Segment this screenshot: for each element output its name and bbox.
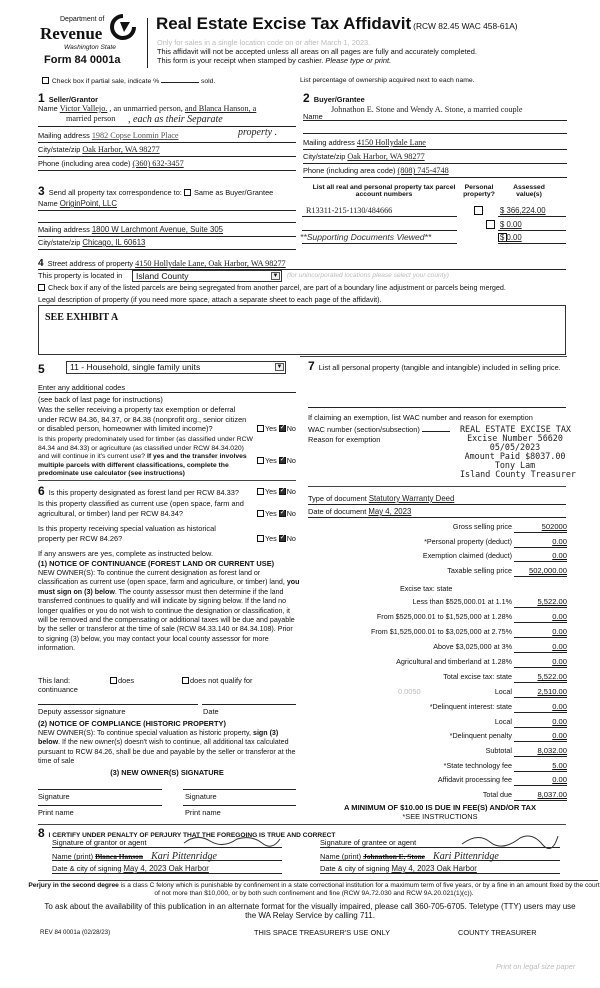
yes-label: Yes bbox=[265, 487, 277, 496]
amount-value: 0.00 bbox=[552, 775, 567, 784]
seller-handwritten-note: , each as their Separate bbox=[128, 114, 223, 125]
amount-value: 0.00 bbox=[552, 537, 567, 546]
total-state-row[interactable] bbox=[300, 672, 600, 685]
partial-sale-percent-input[interactable] bbox=[161, 82, 199, 83]
no-label: No bbox=[286, 534, 296, 543]
amount-label: *State technology fee bbox=[443, 761, 512, 770]
amount-line bbox=[514, 785, 567, 786]
signature-label-2: Signature bbox=[185, 792, 217, 801]
print-name-label-2: Print name bbox=[185, 808, 221, 817]
amount-value: 0.00 bbox=[552, 657, 567, 666]
print-note: Print on legal size paper bbox=[496, 962, 576, 971]
amount-label: Subtotal bbox=[485, 746, 512, 755]
grantor-date-value: May 4, 2023 Oak Harbor bbox=[123, 864, 209, 873]
correspondence-name-label: Name bbox=[38, 199, 58, 208]
seller-phone-field[interactable] bbox=[38, 159, 296, 171]
historical-question: Is this property receiving special valuation as historical property per RCW 84.26? bbox=[38, 524, 216, 543]
agency-logo bbox=[40, 14, 145, 69]
county-hint: (for unincorporated locations please select your county) bbox=[287, 272, 450, 279]
notice-compliance-bold: sign (3) below bbox=[38, 729, 279, 747]
grantee-name-field[interactable] bbox=[320, 851, 560, 861]
parcel-row-3-number[interactable] bbox=[302, 233, 457, 244]
parcel-value-text: $ 0.00 bbox=[500, 233, 522, 242]
tier3-row[interactable] bbox=[300, 627, 600, 640]
section-5-divider bbox=[38, 480, 296, 481]
amount-value: 8,037.00 bbox=[537, 790, 567, 799]
land-use-code-value: 11 - Household, single family units bbox=[70, 362, 201, 372]
seller-mailing-label: Mailing address bbox=[38, 131, 90, 140]
amount-label: Taxable selling price bbox=[447, 566, 512, 575]
buyer-phone-label: Phone (including area code) bbox=[303, 166, 396, 175]
new-owner-print-name-2[interactable] bbox=[183, 798, 296, 806]
amount-label: *Delinquent penalty bbox=[449, 731, 512, 740]
amount-label: Local bbox=[494, 687, 512, 696]
parcel-row-2-value[interactable] bbox=[498, 220, 566, 231]
seller-handwritten-note-2: property . bbox=[238, 127, 278, 138]
tech-fee-row[interactable] bbox=[300, 761, 600, 774]
notice-continuance-text-a: NEW OWNER(S): To continue the current designation as forest land or classification as current use (open space, farm and agriculture, or timber) land, bbox=[38, 569, 285, 587]
seller-name-mid: , an unmarried person, bbox=[109, 104, 183, 113]
parcel-row-2-number[interactable] bbox=[302, 220, 457, 231]
notice-compliance-title: (2) NOTICE OF COMPLIANCE (HISTORIC PROPERTY) bbox=[38, 719, 226, 728]
parcel-row-1-value[interactable] bbox=[498, 206, 566, 217]
amount-value: 2,510.00 bbox=[537, 687, 567, 696]
amount-label: Above $3,025,000 at 3% bbox=[433, 642, 512, 651]
parcel-value-text: $ 366,224.00 bbox=[500, 206, 546, 215]
correspondence-name-line2[interactable] bbox=[38, 213, 296, 223]
grantor-handwritten-name: Kari Pittenridge bbox=[151, 851, 217, 862]
doc-date-value: May 4, 2023 bbox=[368, 507, 412, 516]
grantee-date-label: Date & city of signing bbox=[320, 864, 390, 873]
personal-property-heading: List all personal property (tangible and intangible) included in selling price. bbox=[318, 363, 561, 372]
buyer-phone-value: (808) 745-4748 bbox=[397, 166, 449, 175]
amount-line bbox=[514, 712, 567, 713]
agency-line2: Revenue bbox=[40, 24, 103, 43]
excise-state-label: Excise tax: state bbox=[400, 584, 453, 593]
exemption-claim-label: If claiming an exemption, list WAC number and reason for exemption bbox=[308, 413, 533, 422]
perjury-bold: Perjury in the second degree bbox=[28, 882, 119, 889]
forest-yes-checkbox[interactable] bbox=[257, 488, 264, 495]
yes-label: Yes bbox=[265, 456, 277, 465]
no-label: No bbox=[286, 456, 296, 465]
seller-city-label: City/state/zip bbox=[38, 145, 81, 154]
amount-label: From $1,525,000.01 to $3,025,000 at 2.75% bbox=[370, 627, 512, 636]
form-title: Real Estate Excise Tax Affidavit bbox=[156, 14, 412, 33]
buyer-name-label: Name bbox=[303, 112, 323, 121]
does-label: does bbox=[118, 676, 135, 685]
timber-question-bold: If yes and the transfer involves multiple parcels with different classifications, complete the predominate use calculator (see instructions) bbox=[38, 453, 247, 478]
correspondence-name-value: OriginPoint, LLC bbox=[59, 199, 117, 208]
section-1-number: 1 bbox=[38, 91, 45, 105]
segregated-label: Check box if any of the listed parcels are being segregated from another parcel, are part of a boundary line adjustment or parcels being merged. bbox=[48, 283, 506, 292]
affidavit-fee-row[interactable] bbox=[300, 775, 600, 788]
amount-line bbox=[514, 741, 567, 742]
correspondence-name-field[interactable] bbox=[38, 199, 296, 211]
subtotal-row[interactable] bbox=[300, 746, 600, 759]
grantee-date-field[interactable] bbox=[320, 864, 560, 874]
see-instructions: *SEE INSTRUCTIONS bbox=[402, 812, 478, 821]
amount-label: *Delinquent interest: state bbox=[429, 702, 512, 711]
grantor-signature-label: Signature of grantor or agent bbox=[52, 838, 147, 847]
section-6-number: 6 bbox=[38, 484, 45, 498]
amount-line bbox=[514, 682, 567, 683]
buyer-name-value: Johnathon E. Stone and Wendy A. Stone, a married couple bbox=[331, 105, 523, 114]
parcels-col1-header: List all real and personal property tax parcel account numbers bbox=[312, 184, 456, 198]
buyer-city-value: Oak Harbor, WA 98277 bbox=[347, 152, 425, 161]
stamp-line: Excise Number 56620 bbox=[467, 433, 563, 443]
parcel-row-2-personal-checkbox[interactable] bbox=[486, 220, 495, 229]
alt-format-notice: To ask about the availability of this publication in an alternate format for the visually impaired, please call 360-705-6705. Teletype (TTY) users may use the WA Relay Service by calling 711. bbox=[44, 902, 576, 920]
forest-no-checkbox[interactable] bbox=[279, 488, 286, 495]
amount-line bbox=[514, 667, 567, 668]
seller-heading: Seller/Grantor bbox=[48, 95, 99, 104]
chevron-down-icon[interactable]: ▼ bbox=[272, 273, 279, 279]
local-tax-row[interactable] bbox=[300, 687, 600, 700]
deputy-assessor-date-field[interactable] bbox=[202, 697, 296, 705]
correspondence-city-label: City/state/zip bbox=[38, 238, 81, 247]
grantor-date-field[interactable] bbox=[52, 864, 282, 874]
parcel-value-text: $ 0.00 bbox=[500, 220, 522, 229]
treasurer-use-only: THIS SPACE TREASURER'S USE ONLY bbox=[254, 928, 391, 937]
no-label: No bbox=[286, 424, 296, 433]
perjury-text: is a class C felony which is punishable by confinement in a state correctional institution for a maximum term of five years, or by a fine in an amount fixed by the court of not more than $10,000, or by both such confinement and fine (RCW 9A.72.030 and RCW 9A.20.021(1)(c)). bbox=[118, 882, 600, 897]
amount-value: 5.00 bbox=[552, 761, 567, 770]
doc-type-field[interactable] bbox=[308, 494, 566, 505]
land-does-checkbox[interactable] bbox=[110, 677, 117, 684]
amount-label: Affidavit processing fee bbox=[437, 775, 512, 784]
county-select-value: Island County bbox=[136, 271, 189, 281]
header-divider bbox=[147, 18, 148, 68]
agency-line1: Department of bbox=[60, 16, 105, 23]
agricultural-row[interactable] bbox=[300, 657, 600, 670]
grantee-signature-field[interactable] bbox=[320, 838, 560, 848]
legal-description-label: Legal description of property (if you need more space, attach a separate sheet to each page of the affidavit). bbox=[38, 295, 382, 304]
seller-name-value[interactable]: Victor Vallejo. bbox=[59, 104, 108, 113]
no-label: No bbox=[286, 509, 296, 518]
delinquent-penalty-row[interactable] bbox=[300, 731, 600, 744]
new-owner-signature-2[interactable] bbox=[183, 780, 296, 790]
section-7-number: 7 bbox=[308, 359, 315, 373]
amount-value: 5,522.00 bbox=[537, 597, 567, 606]
land-does-not-checkbox[interactable] bbox=[182, 677, 189, 684]
grantee-handwritten-name: Kari Pittenridge bbox=[433, 851, 499, 862]
grantor-name-value: Blanca Hanson bbox=[95, 852, 143, 861]
buyer-phone-field[interactable] bbox=[303, 166, 567, 178]
form-number: Form 84 0001a bbox=[44, 54, 121, 66]
legal-description-textarea[interactable] bbox=[38, 305, 566, 355]
correspondence-mailing-label: Mailing address bbox=[38, 225, 90, 234]
exemption-question: Was the seller receiving a property tax exemption or deferral under RCW 84.36, 84.37, or 84.38 (nonprofit org., senior citizen or disabled person, homeowner with limited income)? bbox=[38, 405, 247, 433]
doc-date-label: Date of document bbox=[308, 507, 367, 516]
additional-codes-field[interactable] bbox=[38, 383, 296, 393]
yes-label: Yes bbox=[265, 534, 277, 543]
delinquent-local-row[interactable] bbox=[300, 717, 600, 730]
tier4-row[interactable] bbox=[300, 642, 600, 655]
grantee-signature-scribble bbox=[460, 830, 560, 852]
parcels-col2-header: Personal property? bbox=[463, 184, 495, 198]
forest-land-question: Is this property designated as forest land per RCW 84.33? bbox=[48, 488, 239, 497]
amount-line bbox=[514, 561, 567, 562]
amount-value: 502,000.00 bbox=[528, 566, 567, 575]
exemption-no-checkbox[interactable] bbox=[279, 425, 286, 432]
amount-line bbox=[514, 532, 567, 533]
total-due-row[interactable] bbox=[300, 790, 600, 803]
yes-label: Yes bbox=[265, 509, 277, 518]
amount-label: Gross selling price bbox=[452, 522, 512, 531]
amount-value: 0.00 bbox=[552, 717, 567, 726]
stamp-line: Tony Lam bbox=[494, 460, 536, 470]
partial-sale-checkbox[interactable] bbox=[42, 77, 49, 84]
notice-compliance-text-a: NEW OWNER(S): To continue special valuation as historic property, bbox=[38, 729, 252, 737]
county-treasurer-label: COUNTY TREASURER bbox=[458, 928, 537, 937]
treasurer-stamp bbox=[460, 424, 576, 479]
legal-description-value: SEE EXHIBIT A bbox=[45, 312, 119, 323]
this-land-label: This land: bbox=[38, 676, 71, 685]
dor-logo-icon bbox=[110, 14, 136, 40]
date-label: Date bbox=[203, 707, 219, 716]
same-as-buyer-checkbox[interactable] bbox=[184, 189, 191, 196]
correspondence-heading: Send all property tax correspondence to: bbox=[48, 188, 182, 197]
correspondence-city-value: Chicago, IL 60613 bbox=[82, 238, 146, 247]
agency-line3: Washington State bbox=[64, 44, 116, 51]
amount-line bbox=[514, 800, 567, 801]
seller-phone-label: Phone (including area code) bbox=[38, 159, 131, 168]
section-4-number: 4 bbox=[38, 258, 44, 269]
segregated-checkbox[interactable] bbox=[38, 284, 45, 291]
section-8-number: 8 bbox=[38, 826, 45, 840]
buyer-name-field[interactable] bbox=[303, 105, 567, 121]
partial-sale-label: Check box if partial sale, indicate % bbox=[51, 78, 160, 85]
notice-gray: Only for sales in a single location code on or after March 1, 2023. bbox=[157, 38, 371, 47]
amount-label: Local bbox=[494, 717, 512, 726]
notice-2-italic: Please type or print. bbox=[325, 56, 392, 65]
parcel-number-text: R13311-215-1130/484666 bbox=[306, 206, 393, 215]
amount-label: Agricultural and timberland at 1.28% bbox=[396, 657, 512, 666]
certify-heading: I CERTIFY UNDER PENALTY OF PERJURY THAT THE FOREGOING IS TRUE AND CORRECT bbox=[48, 832, 336, 839]
tier1-row[interactable] bbox=[300, 597, 600, 610]
section-5-7-divider bbox=[300, 356, 567, 357]
amount-label: Total excise tax: state bbox=[443, 672, 512, 681]
new-owner-signature-title: (3) NEW OWNER(S) SIGNATURE bbox=[110, 768, 224, 777]
amount-value: 0.00 bbox=[552, 627, 567, 636]
amount-value: 8,032.00 bbox=[537, 746, 567, 755]
exemption-claimed-row[interactable] bbox=[300, 551, 600, 564]
continuance-label: continuance bbox=[38, 685, 78, 694]
seller-mailing-value: 1982 Copse Lonmin Place bbox=[91, 131, 179, 140]
timber-no-checkbox[interactable] bbox=[279, 457, 286, 464]
grantor-signature-field[interactable] bbox=[52, 838, 282, 848]
amount-line bbox=[514, 652, 567, 653]
current-use-yes-checkbox[interactable] bbox=[257, 510, 264, 517]
located-in-label: This property is located in bbox=[38, 271, 123, 280]
notice-continuance-bold: you must sign on (3) below bbox=[38, 578, 300, 596]
stamp-line: Island County Treasurer bbox=[460, 469, 576, 479]
seller-name-value2[interactable]: and Blanca Hanson, a bbox=[184, 104, 257, 113]
grantor-name-label: Name (print) bbox=[52, 852, 94, 861]
partial-sale-suffix: sold. bbox=[200, 78, 216, 85]
amount-label: Exemption claimed (deduct) bbox=[422, 551, 512, 560]
local-rate: 0.0050 bbox=[398, 687, 421, 696]
does-not-label: does not qualify for bbox=[190, 676, 253, 685]
deputy-assessor-label: Deputy assessor signature bbox=[38, 707, 126, 716]
historical-no-checkbox[interactable] bbox=[279, 535, 286, 542]
amount-value: 0.00 bbox=[552, 731, 567, 740]
notice-continuance-text-b: . The county assessor must then determine if the land transferred continues to qualify and will indicate by signing below. If the land no longer qualifies or you do not wish to continue the designation or classification, it will be removed and the compensating or additional taxes will be due and payable by the seller or transferor at the time of sale (RCW 84.33.140 or 84.34.108). Prior to signing (3) below, you may contact your local county assessor for more information. bbox=[38, 587, 295, 653]
buyer-mailing-label: Mailing address bbox=[303, 138, 355, 147]
correspondence-mailing-field[interactable] bbox=[38, 225, 296, 237]
parcel-row-1-number[interactable] bbox=[302, 206, 457, 217]
gross-selling-price-row[interactable] bbox=[300, 522, 600, 535]
amount-label: From $525,000.01 to $1,525,000 at 1.28% bbox=[376, 612, 512, 621]
notice-2: This form is your receipt when stamped by cashier. bbox=[157, 56, 324, 65]
signature-label-1: Signature bbox=[38, 792, 70, 801]
seller-name-label: Name bbox=[38, 104, 58, 113]
amount-value: 502000 bbox=[541, 522, 567, 531]
amount-line bbox=[514, 771, 567, 772]
chevron-down-icon[interactable]: ▼ bbox=[276, 364, 283, 370]
stamp-line: REAL ESTATE EXCISE TAX bbox=[460, 424, 571, 434]
rev-label: REV 84 0001a (02/28/23) bbox=[40, 929, 111, 936]
buyer-city-field[interactable] bbox=[303, 152, 567, 164]
buyer-heading: Buyer/Grantee bbox=[313, 95, 365, 104]
no-label: No bbox=[286, 487, 296, 496]
amount-value: 0.00 bbox=[552, 702, 567, 711]
amount-line bbox=[514, 622, 567, 623]
ownership-note: List percentage of ownership acquired next to each name. bbox=[300, 77, 475, 84]
correspondence-city-field[interactable] bbox=[38, 238, 296, 250]
minimum-due-notice: A MINIMUM OF $10.00 IS DUE IN FEE(S) AND/OR TAX bbox=[343, 803, 537, 812]
buyer-name-line2[interactable] bbox=[303, 124, 567, 134]
county-select[interactable] bbox=[132, 270, 282, 282]
delinquent-interest-row[interactable] bbox=[300, 702, 600, 715]
buyer-mailing-value: 4150 Hollydale Lane bbox=[356, 138, 426, 147]
taxable-selling-price-row[interactable] bbox=[300, 566, 600, 579]
amount-value: 5,522.00 bbox=[537, 672, 567, 681]
seller-city-value: Oak Harbor, WA 98277 bbox=[82, 145, 160, 154]
tier2-row[interactable] bbox=[300, 612, 600, 625]
grantor-date-label: Date & city of signing bbox=[52, 864, 122, 873]
street-address-field[interactable] bbox=[38, 258, 566, 270]
amount-line bbox=[514, 756, 567, 757]
reason-exemption-label: Reason for exemption bbox=[308, 435, 381, 444]
amount-line bbox=[514, 576, 567, 577]
grantee-date-value: May 4, 2023 Oak Harbor bbox=[391, 864, 477, 873]
section-5-number: 5 bbox=[38, 362, 45, 376]
section-2-number: 2 bbox=[303, 91, 310, 105]
land-use-code-select[interactable] bbox=[66, 361, 286, 374]
notice-continuance-title: (1) NOTICE OF CONTINUANCE (FOREST LAND OR CURRENT USE) bbox=[38, 559, 275, 568]
personal-property-deduct-row[interactable] bbox=[300, 537, 600, 550]
amount-line bbox=[514, 607, 567, 608]
amount-value: 0.00 bbox=[552, 612, 567, 621]
seller-name-line2-text: married person bbox=[66, 114, 116, 123]
seller-name-line2[interactable] bbox=[38, 113, 296, 127]
footer-divider bbox=[38, 880, 598, 881]
amount-value: 0.00 bbox=[552, 551, 567, 560]
notice-compliance-text-b: . If the new owner(s) doesn't wish to continue, all additional tax calculated pursuant to RCW 84.26, shall be due and payable by the seller or transferor at the time of sale bbox=[38, 738, 296, 766]
parcels-col3-header: Assessed value(s) bbox=[513, 184, 545, 198]
doc-date-field[interactable] bbox=[308, 507, 566, 518]
grantor-name-field[interactable] bbox=[52, 851, 282, 861]
amount-label: *Personal property (deduct) bbox=[424, 537, 512, 546]
correspondence-mailing-value: 1800 W Larchmont Avenue, Suite 305 bbox=[91, 225, 224, 234]
deputy-assessor-signature-field[interactable] bbox=[38, 697, 198, 705]
timber-question: Is this property predominately used for timber (as classified under RCW 84.34 and 84.33) or agriculture (as classified under RCW 84.34.020) and will continue in it's current use? bbox=[38, 436, 253, 461]
stamp-line: Amount Paid $8037.00 bbox=[464, 451, 566, 461]
supporting-docs-note: **Supporting Documents Viewed** bbox=[300, 232, 432, 242]
stamp-divider bbox=[308, 486, 566, 487]
section-3-number: 3 bbox=[38, 184, 45, 198]
see-back-note: (see back of last page for instructions) bbox=[38, 395, 163, 404]
yes-label: Yes bbox=[265, 424, 277, 433]
parcel-row-1-personal-checkbox[interactable] bbox=[474, 206, 483, 215]
notice-1: This affidavit will not be accepted unless all areas on all pages are fully and accurately completed. bbox=[157, 47, 477, 56]
grantee-name-label: Name (print) bbox=[320, 852, 362, 861]
stamp-line: 05/05/2023 bbox=[489, 442, 541, 452]
amount-line bbox=[514, 547, 567, 548]
form-title-ref: (RCW 82.45 WAC 458-61A) bbox=[413, 21, 518, 31]
doc-type-label: Type of document bbox=[308, 494, 367, 503]
amount-value: 0.00 bbox=[552, 642, 567, 651]
seller-mailing-field[interactable] bbox=[38, 127, 296, 143]
timber-yes-checkbox[interactable] bbox=[257, 457, 264, 464]
amount-label: Less than $525,000.01 at 1.1% bbox=[412, 597, 512, 606]
new-owner-signature-1[interactable] bbox=[38, 780, 162, 790]
personal-property-field[interactable] bbox=[308, 378, 566, 408]
grantor-signature-scribble bbox=[182, 833, 282, 851]
additional-codes-label: Enter any additional codes bbox=[38, 383, 126, 392]
print-name-label-1: Print name bbox=[38, 808, 74, 817]
answers-instruction: If any answers are yes, complete as instructed below. bbox=[38, 549, 213, 558]
grantee-signature-label: Signature of grantee or agent bbox=[320, 838, 417, 847]
seller-phone-value: (360) 632-3457 bbox=[132, 159, 184, 168]
buyer-mailing-field[interactable] bbox=[303, 138, 567, 150]
historical-yes-checkbox[interactable] bbox=[257, 535, 264, 542]
amount-line bbox=[514, 637, 567, 638]
buyer-city-label: City/state/zip bbox=[303, 152, 346, 161]
amount-line bbox=[514, 727, 567, 728]
street-address-value: 4150 Hollydale Lane, Oak Harbor, WA 98277 bbox=[135, 259, 286, 268]
grantee-name-value: Johnathon E. Stone bbox=[363, 852, 425, 861]
current-use-question: Is this property classified as current use (open space, farm and agricultural, or timber) land per RCW 84.34? bbox=[38, 499, 244, 518]
section-8-divider bbox=[38, 824, 566, 825]
amount-line bbox=[514, 697, 567, 698]
seller-city-field[interactable] bbox=[38, 145, 296, 157]
amount-label: Total due bbox=[482, 790, 512, 799]
parcel-row-3-value[interactable] bbox=[498, 233, 566, 244]
same-as-buyer-label: Same as Buyer/Grantee bbox=[194, 188, 274, 197]
current-use-no-checkbox[interactable] bbox=[279, 510, 286, 517]
wac-number-field[interactable] bbox=[422, 425, 450, 432]
doc-type-value: Statutory Warranty Deed bbox=[368, 494, 455, 503]
wac-number-label: WAC number (section/subsection) bbox=[308, 425, 420, 434]
exemption-yes-checkbox[interactable] bbox=[257, 425, 264, 432]
street-address-label: Street address of property bbox=[47, 259, 134, 268]
new-owner-print-name-1[interactable] bbox=[38, 798, 162, 806]
